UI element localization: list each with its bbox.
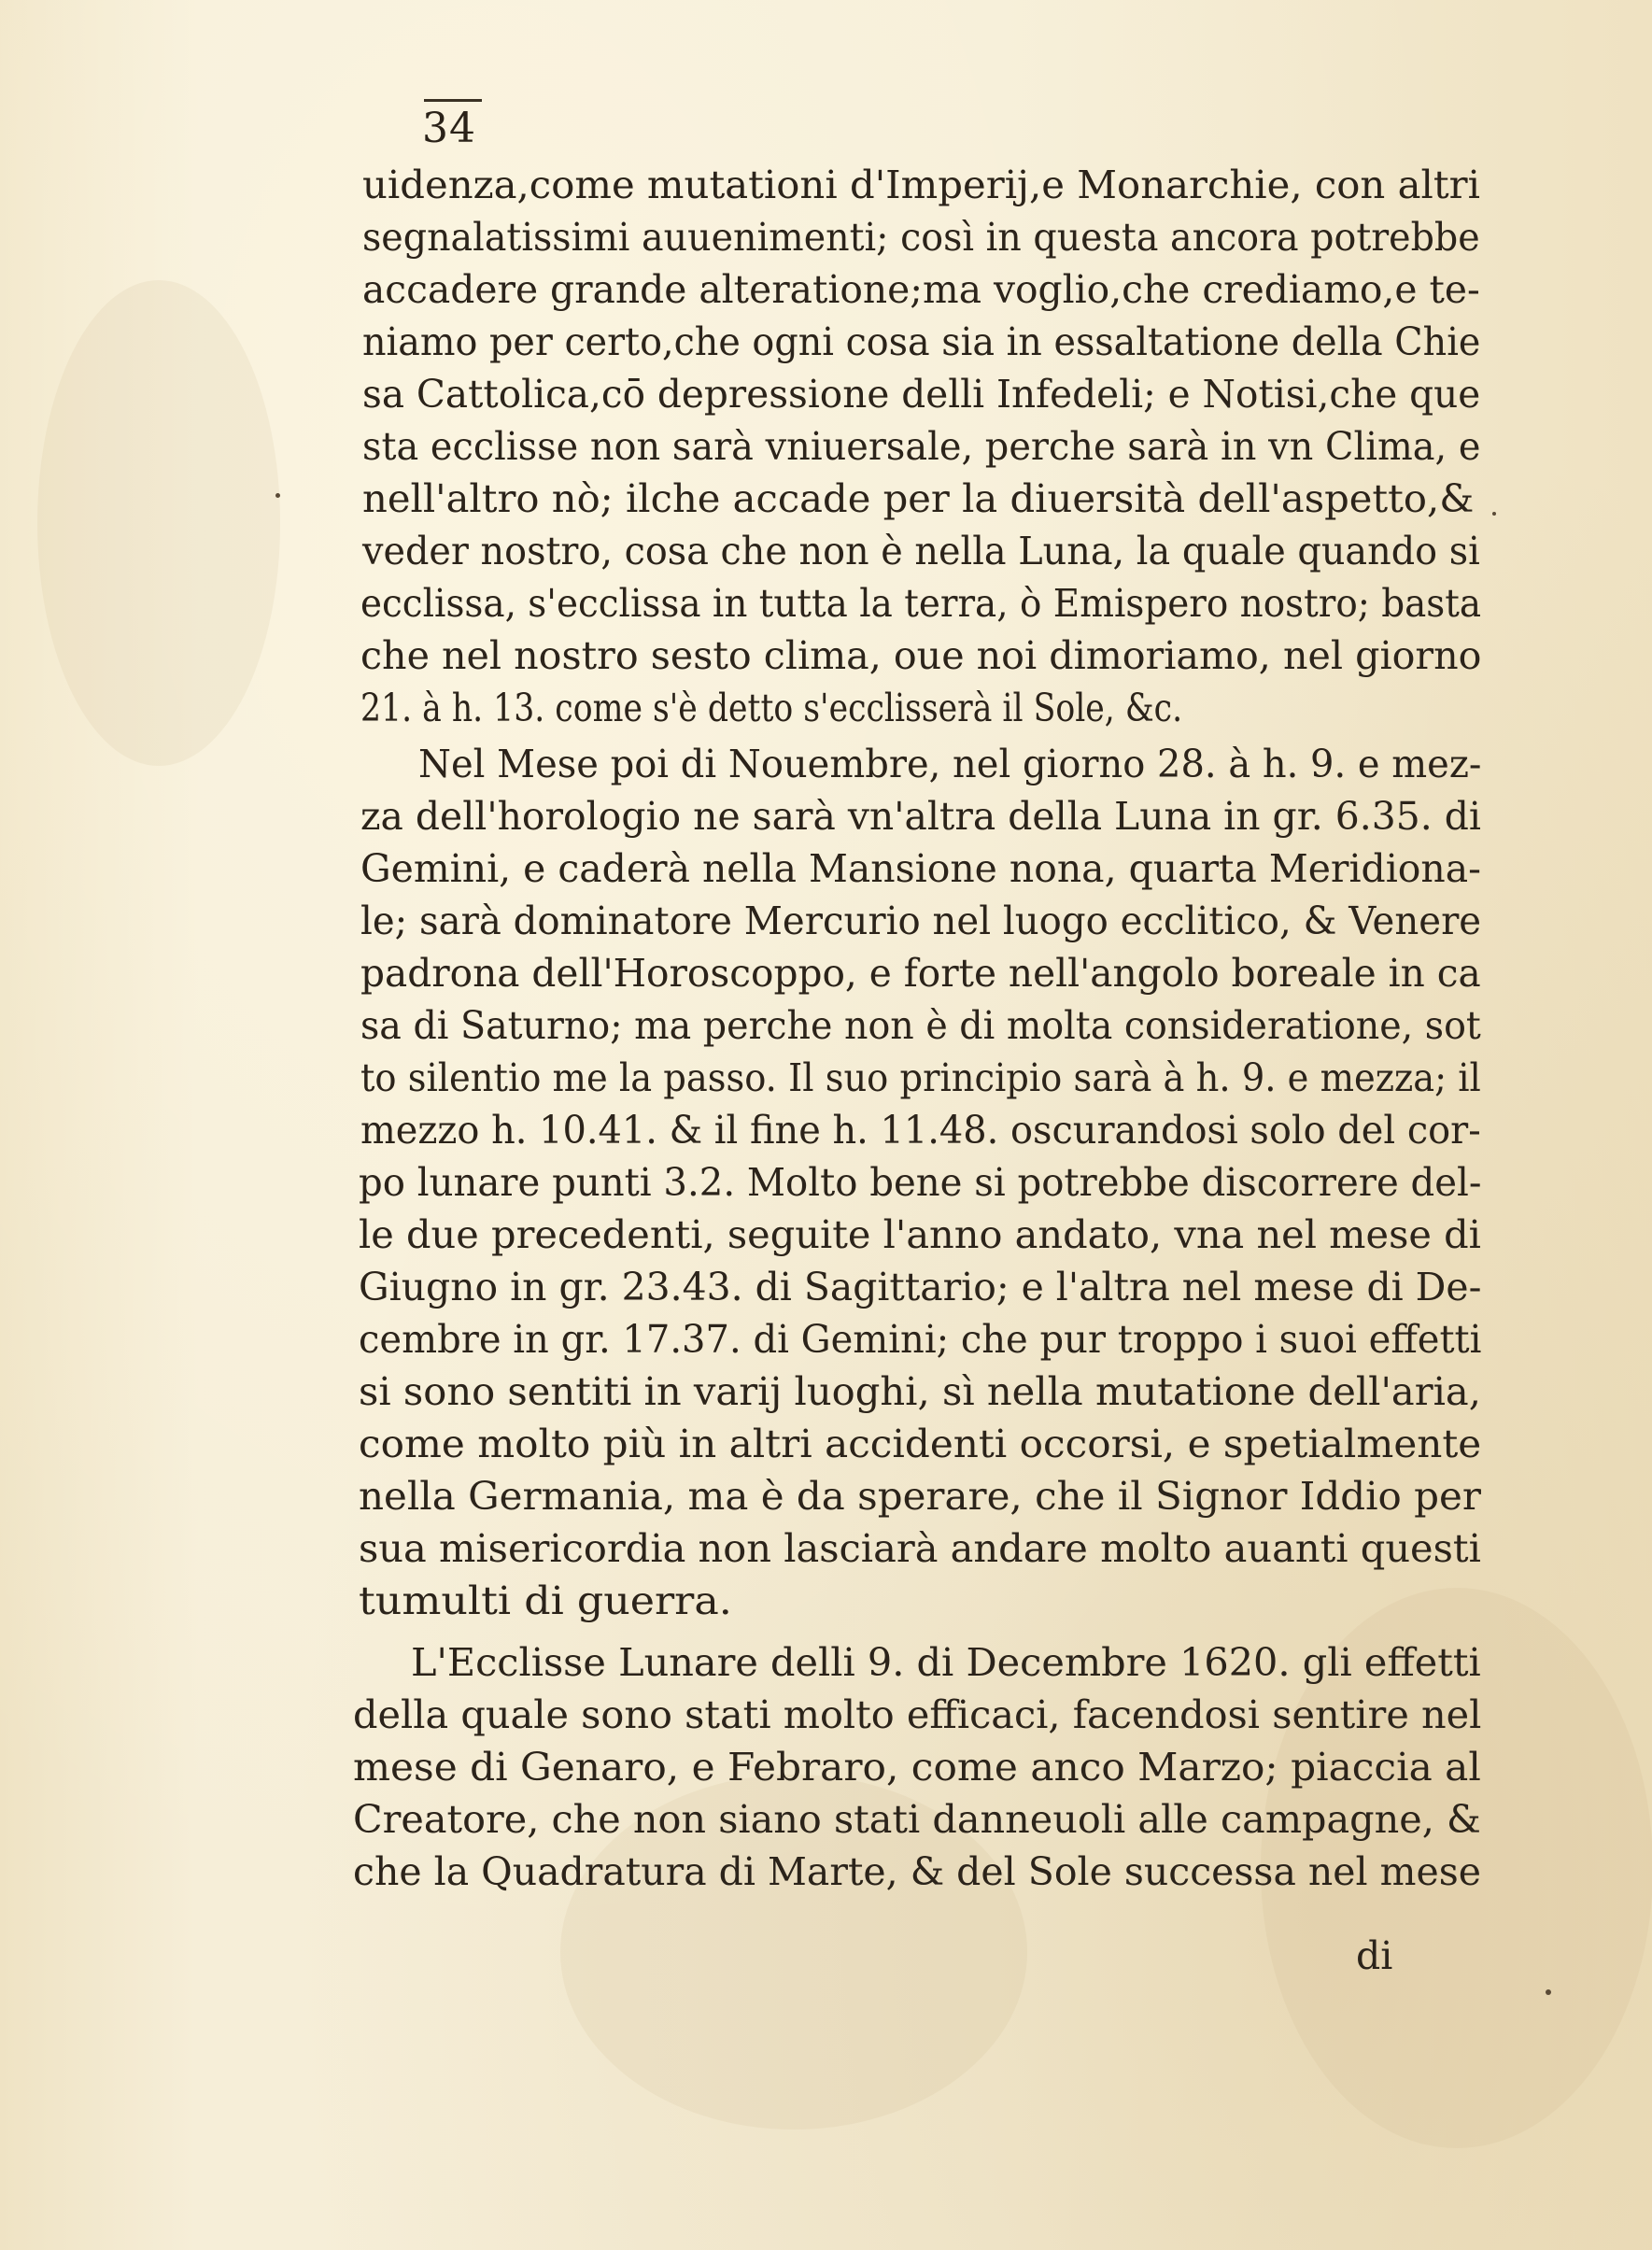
text-line: sa di Saturno; ma perche non è di molta consideratione, sot (360, 1003, 1481, 1048)
text-line: si sono sentiti in varij luoghi, sì nella mutatione dell'aria, (359, 1369, 1481, 1414)
text-line: che nel nostro sesto clima, oue noi dimoriamo, nel giorno (360, 633, 1482, 678)
catchword: di (1356, 1933, 1393, 1978)
text-line: sua misericordia non lasciarà andare molto auanti questi (359, 1526, 1481, 1571)
text-line: mezzo h. 10.41. & il fine h. 11.48. oscurandosi solo del cor- (360, 1108, 1481, 1153)
text-line: sa Cattolica,cō depressione delli Infedeli; e Notisi,che que (362, 372, 1481, 417)
text-line: L'Ecclisse Lunare delli 9. di Decembre 1620. gli effetti (411, 1640, 1481, 1685)
text-line: uidenza,come mutationi d'Imperij,e Monarchie, con altri (362, 163, 1480, 207)
text-line: po lunare punti 3.2. Molto bene si potrebbe discorrere del- (359, 1160, 1482, 1205)
text-line: sta ecclisse non sarà vniuersale, perche sarà in vn Clima, e (362, 424, 1481, 469)
text-line: za dell'horologio ne sarà vn'altra della Luna in gr. 6.35. di (360, 794, 1481, 839)
text-line: Giugno in gr. 23.43. di Sagittario; e l'altra nel mese di De- (359, 1265, 1482, 1309)
text-line: nell'altro nò; ilche accade per la diuersità dell'aspetto,& (362, 476, 1475, 521)
text-line: come molto più in altri accidenti occorsi, e spetialmente (359, 1422, 1482, 1466)
text-line: ecclissa, s'ecclissa in tutta la terra, ò Emispero nostro; basta (360, 581, 1482, 626)
text-line: to silentio me la passo. Il suo principio sarà à h. 9. e mezza; il (360, 1055, 1481, 1100)
text-line: che la Quadratura di Marte, & del Sole successa nel mese (353, 1849, 1481, 1894)
ink-speck (1492, 512, 1496, 516)
text-line: mese di Genaro, e Febraro, come anco Marzo; piaccia al (353, 1745, 1481, 1790)
page-number: 34 (422, 105, 476, 152)
ink-speck (1546, 1989, 1551, 1995)
text-line: Creatore, che non siano stati danneuoli alle campagne, & (353, 1797, 1481, 1842)
text-line: nella Germania, ma è da sperare, che il Signor Iddio per (359, 1474, 1481, 1519)
text-line: veder nostro, cosa che non è nella Luna, la quale quando si (362, 529, 1480, 573)
text-line: le due precedenti, seguite l'anno andato, vna nel mese di (359, 1212, 1481, 1257)
text-line: della quale sono stati molto efficaci, facendosi sentire nel (353, 1692, 1482, 1737)
ink-speck (275, 493, 280, 498)
text-line: le; sarà dominatore Mercurio nel luogo ecclitico, & Venere (360, 899, 1482, 943)
text-line: accadere grande alteratione;ma voglio,che crediamo,e te- (362, 267, 1480, 312)
text-line: tumulti di guerra. (359, 1578, 732, 1623)
text-line: niamo per certo,che ogni cosa sia in essaltatione della Chie (362, 319, 1481, 364)
text-line: Gemini, e caderà nella Mansione nona, quarta Meridiona- (360, 846, 1481, 891)
text-line: segnalatissimi auuenimenti; così in questa ancora potrebbe (362, 215, 1480, 260)
text-line: 21. à h. 13. come s'è detto s'ecclisserà il Sole, &c. (360, 686, 1183, 730)
text-line: padrona dell'Horoscoppo, e forte nell'angolo boreale in ca (360, 951, 1481, 996)
text-line: cembre in gr. 17.37. di Gemini; che pur troppo i suoi effetti (359, 1317, 1482, 1362)
text-line: Nel Mese poi di Nouembre, nel giorno 28. à h. 9. e mez- (418, 742, 1482, 786)
